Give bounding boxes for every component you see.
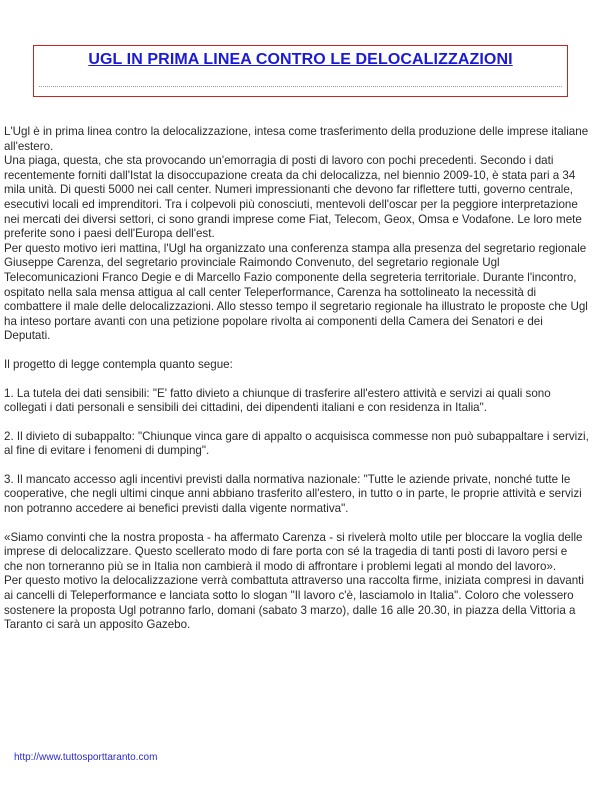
source-link[interactable]: http://www.tuttosporttaranto.com xyxy=(14,752,158,763)
title-divider xyxy=(39,86,562,87)
paragraph-quote: «Siamo convinti che la nostra proposta - ha affermato Carenza - si rivelerà molto utile per bloccare la voglia delle imprese di delocalizzare. Questo scellerato modo di fare porta con sé la tragedia di tanti posti di lavoro persi e che non torneranno più se in Italia non cambierà il modo di affrontare i problemi legati al mondo del lavoro». xyxy=(4,530,583,573)
article-title: UGL IN PRIMA LINEA CONTRO LE DELOCALIZZAZIONI xyxy=(88,51,513,68)
article-body xyxy=(4,125,589,633)
paragraph-point-2: 2. Il divieto di subappalto: "Chiunque vinca gare di appalto o acquisisca commesse non può subappaltare i servizi, al fine di evitare i fenomeni di dumping". xyxy=(4,429,589,458)
paragraph-bill-intro: Il progetto di legge contempla quanto segue: xyxy=(4,357,233,371)
paragraph-intro: L'Ugl è in prima linea contro la delocalizzazione, intesa come trasferimento della produzione delle imprese italiane all'estero. xyxy=(4,125,589,153)
paragraph-point-1: 1. La tutela dei dati sensibili: "E' fatto divieto a chiunque di trasferire all'estero attività e servizi ai quali sono collegati i dati personali e sensibili dei cittadini, dei dipendenti italiani e con residenza in Italia". xyxy=(4,386,551,415)
paragraph-petition: Per questo motivo la delocalizzazione verrà combattuta attraverso una raccolta firme, iniziata compresi in davanti ai cancelli di Teleperformance e lanciata sotto lo slogan "Il lavoro c'è, lasciamolo in Italia". Coloro che volessero sostenere la proposta Ugl potranno farlo, domani (sabato 3 marzo), dalle 16 alle 20.30, in piazza della Vittoria a Taranto ci sarà un apposito Gazebo. xyxy=(4,574,584,632)
paragraph-press-conference: Per questo motivo ieri mattina, l'Ugl ha organizzato una conferenza stampa alla presenza del segretario regionale Giuseppe Carenza, del segretario provinciale Raimondo Convenuto, del segretario regionale Ugl Telecomunicazioni Franco Degie e di Marcello Fazio componente della segreteria territoriale. Durante l'incontro, ospitato nella sala mensa attigua al call center Teleperformance, Carenza ha sottolineato la necessità di combattere il male delle delocalizzazioni. Allo stesso tempo il segretario regionale ha illustrato le proposte che Ugl ha inteso portare avanti con una petizione popolare rivolta ai componenti della Camera dei Senatori e dei Deputati. xyxy=(4,241,588,343)
paragraph-point-3: 3. Il mancato accesso agli incentivi previsti dalla normativa nazionale: "Tutte le aziende private, nonché tutte le cooperative, che negli ultimi cinque anni abbiano trasferito all'estero, in tutto o in parte, le proprie attività e servizi non potranno accedere ai benefici previsti dalla vigente normativa". xyxy=(4,472,582,516)
title-box xyxy=(33,45,568,97)
paragraph-istat-data: Una piaga, questa, che sta provocando un'emorragia di posti di lavoro con pochi precedenti. Secondo i dati recentemente forniti dall'Istat la disoccupazione creata da chi delocalizza, nel biennio 2009-10, è stata pari a 34 mila unità. Di questi 5000 nei call center. Numeri impressionanti che devono far riflettere tutti, governo centrale, esecutivi locali ed imprenditori. Tra i colpevoli più conosciuti, mentevoli dell'oscar per la peggiore interpretazione nei mercati dei diversi settori, ci sono grandi imprese come Fiat, Telecom, Geox, Omsa e Vodafone. Le loro mete preferite sono i paesi dell'Europa dell'est. xyxy=(4,154,582,241)
